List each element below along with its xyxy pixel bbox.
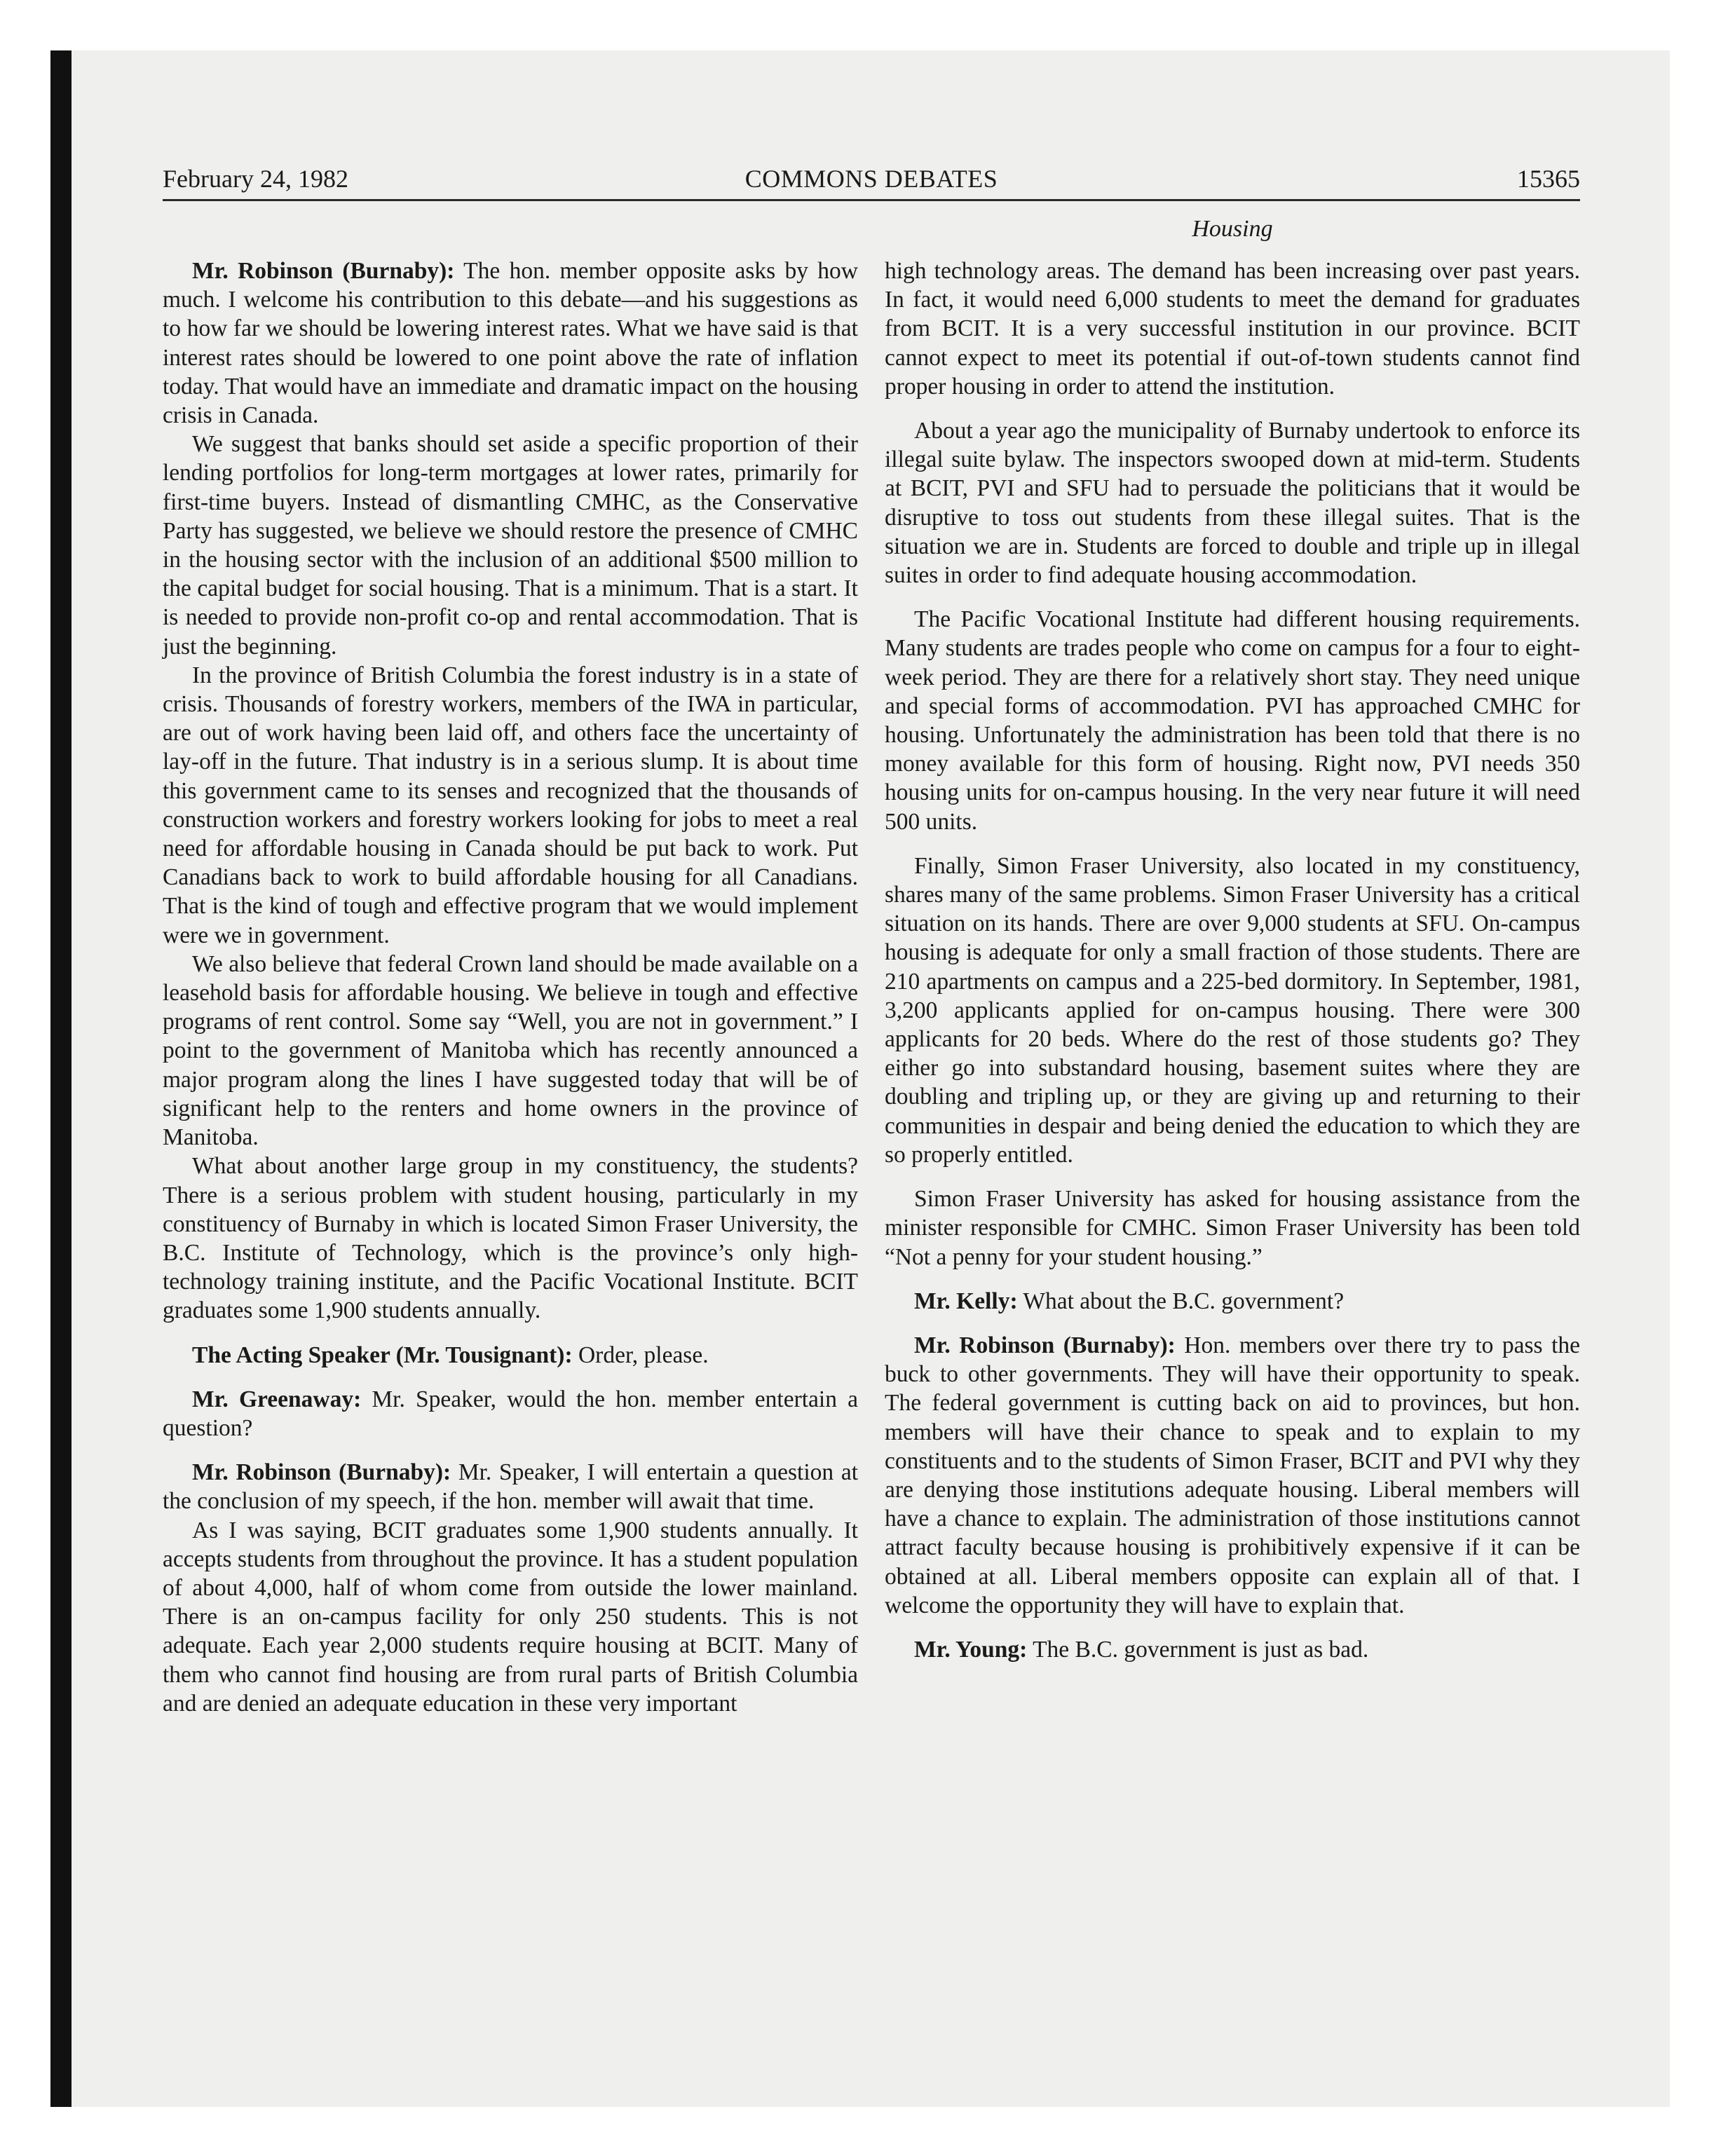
- paragraph: [163, 1385, 858, 1442]
- paragraph: [885, 852, 1580, 1169]
- speaker-name: Mr. Robinson (Burnaby):: [192, 258, 455, 284]
- left-column: [163, 257, 858, 1718]
- speaker-name: The Acting Speaker (Mr. Tousignant):: [192, 1342, 573, 1368]
- paragraph-text: As I was saying, BCIT graduates some 1,900 students annually. It accepts students from throughout the province. It has a student population of about 4,000, half of whom come from outside the lower mainland. There is an on-campus facility for only 250 students. This is not adequate. Each year 2,000 students require housing at BCIT. Many of them who cannot find housing are from rural parts of British Columbia and are denied an adequate education in these very important: [163, 1517, 858, 1717]
- paragraph: [163, 950, 858, 1152]
- paragraph-text: Finally, Simon Fraser University, also located in my constituency, shares many of the same problems. Simon Fraser University has a critical situation on its hands. There are over 9,000 students at SFU. On-campus housing is adequate for only a small fraction of those students. There are 210 apartments on campus and a 225-bed dormitory. In September, 1981, 3,200 applicants applied for on-campus housing. There were 300 applicants for 20 beds. Where do the rest of those students go? They either go into substandard housing, basement suites where they are doubling and tripling up, or they are giving up and returning to their communities in despair and being denied the education to which they are so properly entitled.: [885, 852, 1580, 1168]
- paragraph: [885, 1331, 1580, 1620]
- paragraph: [885, 416, 1580, 589]
- paragraph-text: Hon. members over there try to pass the buck to other governments. They will have their opportunity to speak. The federal government is cutting back on aid to provinces, but hon. members will have their chance to speak and to explain to my constituents and to the students of Simon Fraser, BCIT and PVI why they are denying those institutions adequate housing. Liberal members will have a chance to explain. The administration of those institutions cannot attract faculty because housing is prohibitively expensive if it can be obtained at all. Liberal members opposite can explain all of that. I welcome the opportunity they will have to explain that.: [885, 1332, 1580, 1618]
- paragraph: [163, 1458, 858, 1515]
- paragraph: [163, 257, 858, 430]
- paragraph: [885, 1635, 1580, 1664]
- paragraph-text: The Pacific Vocational Institute had different housing requirements. Many students are trades people who come on campus for a four to eight-week period. They are there for a relatively short stay. They need unique and special forms of accommodation. PVI has approached CMHC for housing. Unfortunately the administration has been told that there is no money available for this form of housing. Right now, PVI needs 350 housing units for on-campus housing. In the very near future it will need 500 units.: [885, 606, 1580, 835]
- paragraph-text: Simon Fraser University has asked for housing assistance from the minister responsible for CMHC. Simon Fraser University has been told “Not a penny for your student housing.”: [885, 1186, 1580, 1270]
- header-page-number: 15365: [1517, 165, 1580, 193]
- paragraph-text: What about the B.C. government?: [1017, 1288, 1345, 1314]
- paragraph-text: We suggest that banks should set aside a specific proportion of their lending portfolios for long-term mortgages at lower rates, primarily for first-time buyers. Instead of dismantling CMHC, as the Conservative Party has suggested, we believe we should restore the presence of CMHC in the housing sector with the inclusion of an additional $500 million to the capital budget for social housing. That is a minimum. That is a start. It is needed to provide non-profit co-op and rental accommodation. That is just the beginning.: [163, 431, 858, 660]
- paragraph-text: The B.C. government is just as bad.: [1027, 1636, 1369, 1663]
- paragraph-text: high technology areas. The demand has been increasing over past years. In fact, it would need 6,000 students to meet the demand for graduates from BCIT. It is a very successful institution in our province. BCIT cannot expect to meet its potential if out-of-town students cannot find proper housing in order to attend the institution.: [885, 258, 1580, 400]
- speaker-name: Mr. Greenaway:: [192, 1386, 362, 1412]
- paragraph-text: Mr. Speaker, would the hon. member entertain a question?: [163, 1386, 858, 1441]
- paragraph: [885, 1287, 1580, 1316]
- paragraph-text: In the province of British Columbia the forest industry is in a state of crisis. Thousands of forestry workers, members of the IWA in particular, are out of work having been laid off, and others face the uncertainty of lay-off in the future. That industry is in a serious slump. It is about time this government came to its senses and recognized that the thousands of construction workers and forestry workers looking for jobs to meet a real need for affordable housing in Canada should be put back to work. Put Canadians back to work to build affordable housing for all Canadians. That is the kind of tough and effective program that we would implement were we in government.: [163, 662, 858, 948]
- section-title: Housing: [1192, 216, 1273, 242]
- paragraph: [163, 430, 858, 661]
- paragraph: [163, 1516, 858, 1718]
- paragraph: [163, 1152, 858, 1325]
- paragraph: [885, 257, 1580, 401]
- speaker-name: Mr. Young:: [914, 1636, 1028, 1663]
- header-title: COMMONS DEBATES: [744, 165, 998, 193]
- page-header: [163, 160, 1580, 201]
- speaker-name: Mr. Robinson (Burnaby):: [192, 1459, 451, 1486]
- right-column: [885, 257, 1580, 1679]
- paragraph-text: Mr. Speaker, I will entertain a question at the conclusion of my speech, if the hon. member will await that time.: [163, 1459, 858, 1515]
- speaker-name: Mr. Robinson (Burnaby):: [914, 1332, 1176, 1358]
- paragraph-text: Order, please.: [572, 1342, 709, 1368]
- paragraph: [163, 1341, 858, 1370]
- paragraph: [163, 661, 858, 950]
- header-date: February 24, 1982: [163, 165, 348, 193]
- paragraph: [885, 605, 1580, 836]
- speaker-name: Mr. Kelly:: [914, 1288, 1018, 1314]
- paragraph-text: About a year ago the municipality of Burnaby undertook to enforce its illegal suite bylaw. The inspectors swooped down at mid-term. Students at BCIT, PVI and SFU had to persuade the politicians that it would be disruptive to toss out students from these illegal suites. That is the situation we are in. Students are forced to double and triple up in illegal suites in order to find adequate housing accommodation.: [885, 418, 1580, 589]
- paragraph-text: The hon. member opposite asks by how much. I welcome his contribution to this debate—and his suggestions as to how far we should be lowering interest rates. What we have said is that interest rates should be lowered to one point above the rate of inflation today. That would have an immediate and dramatic impact on the housing crisis in Canada.: [163, 258, 858, 429]
- paragraph-text: We also believe that federal Crown land should be made available on a leasehold basis for affordable housing. We believe in tough and effective programs of rent control. Some say “Well, you are not in government.” I point to the government of Manitoba which has recently announced a major program along the lines I have suggested today that will be of significant help to the renters and home owners in the province of Manitoba.: [163, 950, 858, 1151]
- scan-edge: [50, 50, 72, 2107]
- paragraph: [885, 1185, 1580, 1271]
- paragraph-text: What about another large group in my constituency, the students? There is a serious problem with student housing, particularly in my constituency of Burnaby in which is located Simon Fraser University, the B.C. Institute of Technology, which is the province’s only high-technology training institute, and the Pacific Vocational Institute. BCIT graduates some 1,900 students annually.: [163, 1153, 858, 1324]
